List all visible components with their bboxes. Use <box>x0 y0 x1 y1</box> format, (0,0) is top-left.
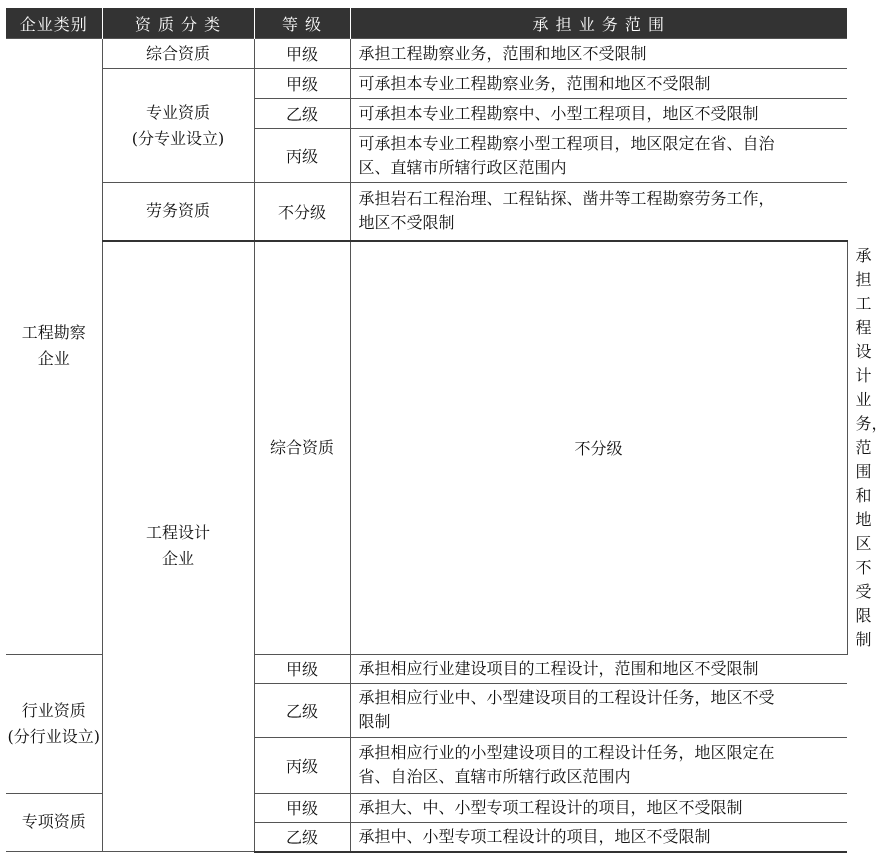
grade-cell: 乙级 <box>254 683 350 737</box>
table-row <box>6 69 847 99</box>
qualification-type: 劳务资质 <box>102 183 254 241</box>
category-survey <box>6 39 102 655</box>
category-label: 企业 <box>37 349 70 369</box>
qualification-type: 专项资质 <box>6 793 102 852</box>
scope-cell: 承担工程勘察业务，范围和地区不受限制 <box>350 39 847 69</box>
scope-cell <box>350 129 847 183</box>
category-label: 企业 <box>161 549 194 569</box>
grade-cell: 丙级 <box>254 129 350 183</box>
grade-cell: 丙级 <box>254 737 350 793</box>
scope-cell: 承担中、小型专项工程设计的项目，地区不受限制 <box>350 822 847 852</box>
header-qualification: 资 质 分 类 <box>102 8 254 39</box>
qualification-type: 综合资质 <box>102 39 254 69</box>
scope-cell <box>350 183 847 241</box>
qualification-label: 行业资质 <box>21 700 86 720</box>
scope-text: 可承担本专业工程勘察小型工程项目，地区限定在省、自治 <box>358 133 775 153</box>
category-design <box>102 241 254 852</box>
qualification-type <box>102 69 254 183</box>
table-row: 工程设计 企业 综合资质 不分级 承担工程设计业务，范围和地区不受限制 <box>6 241 847 655</box>
category-label: 工程设计 <box>145 523 210 543</box>
grade-cell: 甲级 <box>254 793 350 822</box>
scope-text: 区、直辖市所辖行政区范围内 <box>358 157 567 177</box>
scope-text: 地区不受限制 <box>358 213 455 233</box>
scope-cell: 可承担本专业工程勘察中、小型工程项目，地区不受限制 <box>350 99 847 129</box>
scope-cell <box>350 737 847 793</box>
scope-text: 承担相应行业的小型建设项目的工程设计任务，地区限定在 <box>358 743 775 762</box>
grade-cell: 乙级 <box>254 822 350 852</box>
header-category: 企业类别 <box>6 8 102 39</box>
scope-text: 承担岩石工程治理、工程钻探、凿井等工程勘察劳务工作， <box>358 189 775 209</box>
grade-cell: 乙级 <box>254 99 350 129</box>
scope-cell: 承担大、中、小型专项工程设计的项目，地区不受限制 <box>350 793 847 822</box>
scope-text: 省、自治区、直辖市所辖行政区范围内 <box>358 767 631 786</box>
grade-cell: 甲级 <box>254 69 350 99</box>
grade-cell: 不分级 <box>350 241 847 655</box>
scope-cell <box>350 683 847 737</box>
scope-text: 承担相应行业中、小型建设项目的工程设计任务，地区不受 <box>358 688 775 707</box>
scope-cell: 可承担本专业工程勘察业务，范围和地区不受限制 <box>350 69 847 99</box>
header-scope: 承 担 业 务 范 围 <box>350 8 847 39</box>
qualification-table <box>6 8 888 853</box>
grade-cell: 甲级 <box>254 654 350 683</box>
qualification-type: 综合资质 <box>254 241 350 655</box>
grade-cell: 甲级 <box>254 39 350 69</box>
qualification-note: (分行业设立) <box>7 726 100 746</box>
table-row <box>6 183 847 241</box>
qualification-type <box>6 654 102 793</box>
qualification-label: 专业资质 <box>145 102 210 122</box>
qualification-note: (分专业设立) <box>131 128 225 148</box>
header-grade: 等 级 <box>254 8 350 39</box>
category-label: 工程勘察 <box>21 323 86 343</box>
header-row <box>6 8 847 39</box>
table-row <box>6 39 847 69</box>
scope-cell: 承担相应行业建设项目的工程设计，范围和地区不受限制 <box>350 654 847 683</box>
scope-text: 限制 <box>358 712 391 731</box>
grade-cell: 不分级 <box>254 183 350 241</box>
